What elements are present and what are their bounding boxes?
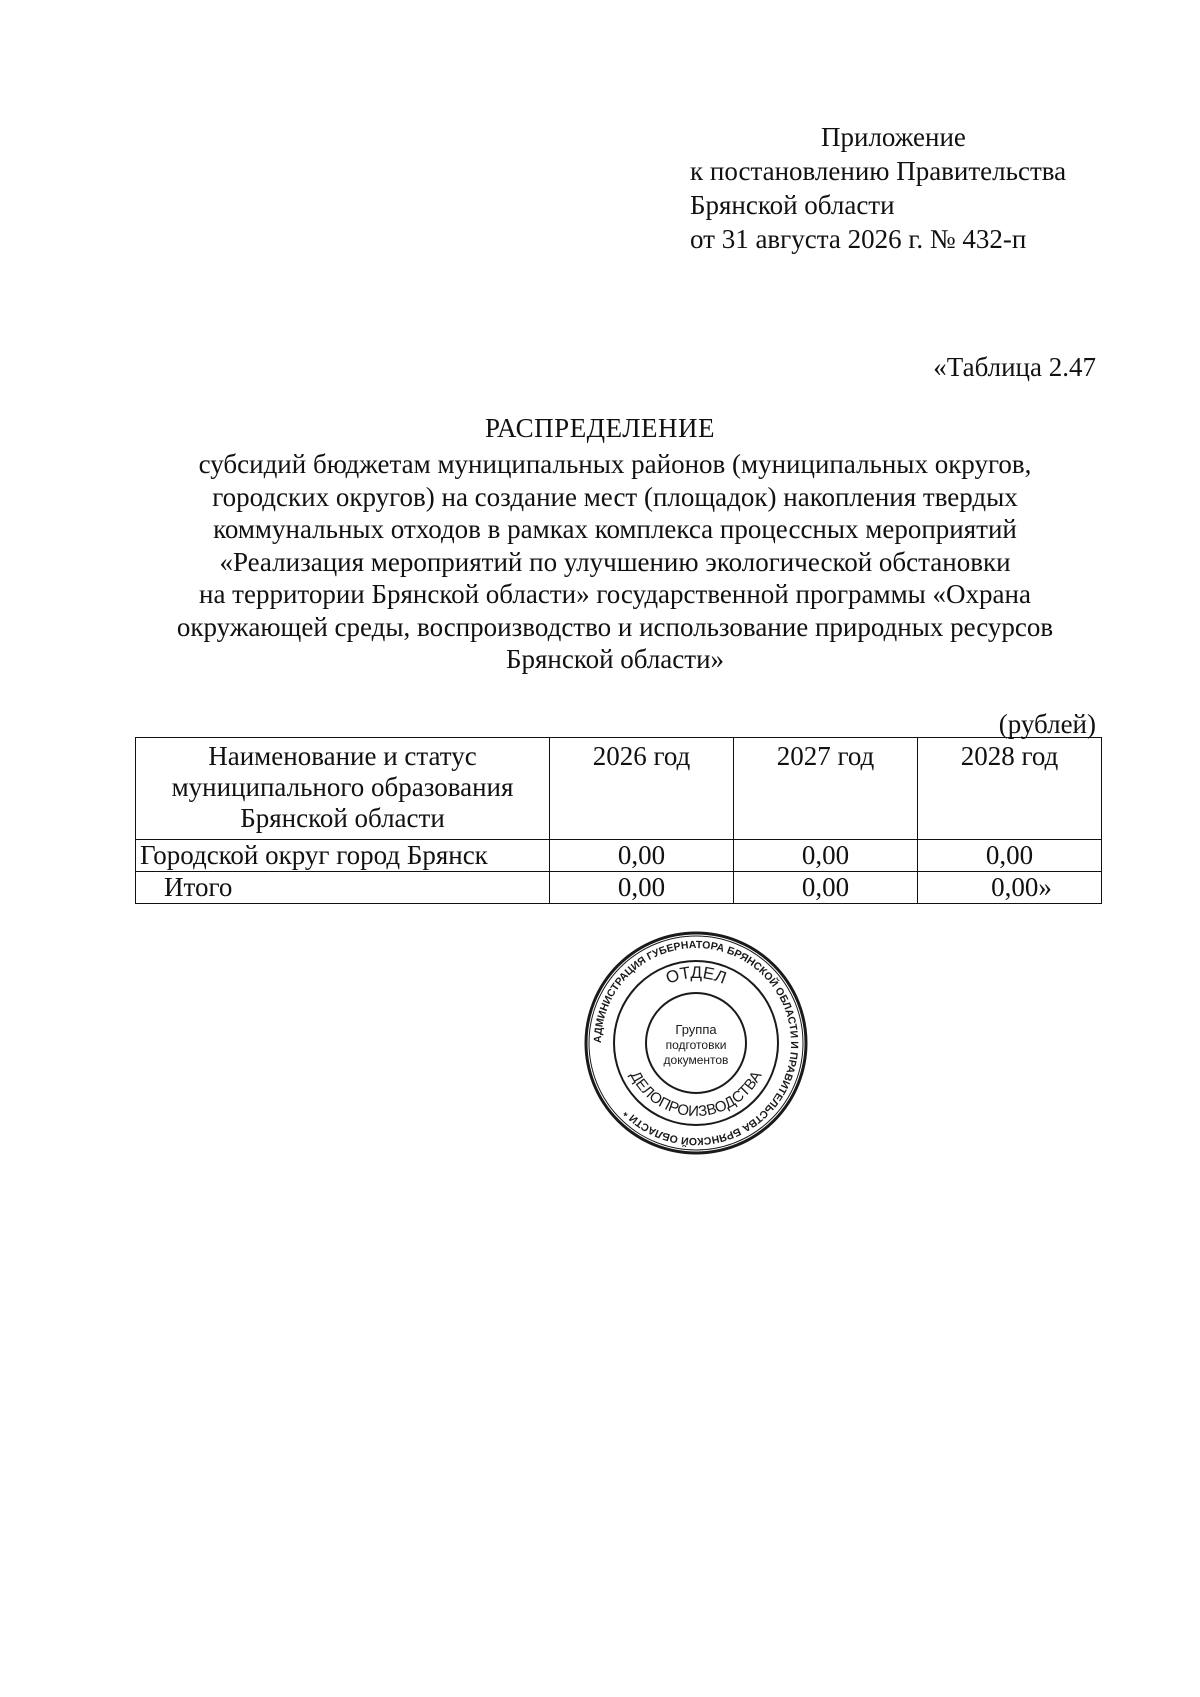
- subtitle-line: субсидий бюджетам муниципальных районов (муниципальных округов,: [198, 449, 1032, 479]
- appendix-block: [690, 120, 1066, 256]
- row-value-2028: 0,00: [918, 840, 1102, 872]
- total-label: Итого: [136, 872, 550, 904]
- appendix-line-resolution: к постановлению Правительства: [690, 156, 1067, 186]
- row-municipality-name: Городской округ город Брянск: [136, 840, 550, 872]
- stamp-ring-bottom-textpath: ДЕЛОПРОИЗВОДСТВА: [626, 1068, 766, 1121]
- subtitle-line: коммунальных отходов в рамках комплекса процессных мероприятий: [213, 514, 1017, 544]
- header-name-line: Наименование и статус: [208, 741, 477, 771]
- units-label: (рублей): [998, 709, 1096, 739]
- row-value-2026: 0,00: [550, 840, 734, 872]
- subtitle-line: Брянской области»: [505, 644, 725, 674]
- appendix-title: Приложение: [821, 122, 966, 152]
- table-total-row: [136, 872, 1102, 904]
- row-value-2027: 0,00: [734, 840, 918, 872]
- subtitle-line: окружающей среды, воспроизводство и использование природных ресурсов: [176, 611, 1054, 642]
- appendix-line-region: Брянской области: [690, 190, 895, 220]
- stamp-ring-bottom-text: [627, 1068, 766, 1120]
- stamp-center-line: Группа: [675, 1022, 717, 1037]
- stamp-ring-top-textpath: ОТДЕЛ: [663, 962, 729, 988]
- header-year-2027: 2027 год: [734, 738, 918, 840]
- header-name-line: муниципального образования: [171, 772, 514, 802]
- table-row: [136, 840, 1102, 872]
- subtitle-line: городских округов) на создание мест (площадок) накопления твердых: [212, 481, 1018, 512]
- distribution-table: [135, 737, 1102, 904]
- document-subtitle: [130, 448, 1100, 676]
- stamp-ring-top-text: [663, 963, 729, 988]
- header-year-2028: 2028 год: [918, 738, 1102, 840]
- header-name-line: Брянской области: [240, 803, 445, 833]
- stamp-center-line: документов: [663, 1053, 729, 1067]
- header-year-2026: 2026 год: [550, 738, 734, 840]
- official-stamp: [583, 930, 809, 1156]
- subtitle-line: на территории Брянской области» государственной программы «Охрана: [199, 579, 1031, 609]
- table-reference: «Таблица 2.47: [933, 352, 1096, 382]
- stamp-outer-textpath: АДМИНИСТРАЦИЯ ГУБЕРНАТОРА БРЯНСКОЙ ОБЛАСТИ И ПРАВИТЕЛЬСТВА БРЯНСКОЙ ОБЛАСТИ *: [591, 938, 801, 1148]
- total-value-2028: 0,00»: [918, 872, 1102, 904]
- total-value-2026: 0,00: [550, 872, 734, 904]
- header-municipality: [136, 738, 550, 840]
- total-value-2027: 0,00: [734, 872, 918, 904]
- subtitle-line: «Реализация мероприятий по улучшению экологической обстановки: [219, 546, 1011, 577]
- table-header-row: [136, 738, 1102, 840]
- document-title: РАСПРЕДЕЛЕНИЕ: [484, 413, 716, 443]
- appendix-line-date-number: от 31 августа 2026 г. № 432-п: [690, 224, 1027, 254]
- stamp-center-line: подготовки: [665, 1038, 727, 1052]
